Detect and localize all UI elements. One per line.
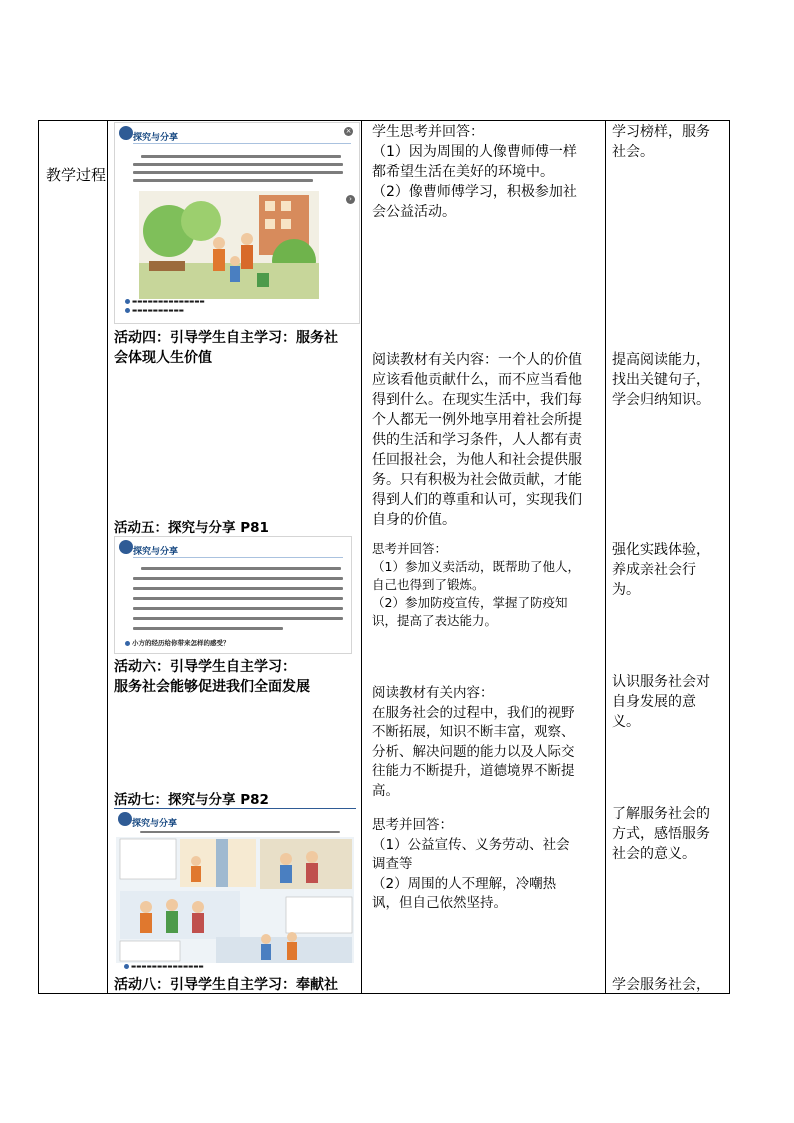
answer-text-1 [372, 122, 612, 222]
figure-title: 探究与分享 [133, 547, 179, 557]
goal-text-2 [612, 350, 727, 410]
badge-icon [119, 540, 133, 554]
text-line: 得到人们的尊重和认可，实现我们 [372, 492, 582, 508]
text-line: 找出关键句子， [612, 372, 710, 388]
column-divider [107, 121, 108, 993]
answer-text-4 [372, 684, 612, 801]
text-line: 方式，感悟服务 [612, 826, 710, 842]
text-line: 识，提高了表达能力。 [372, 613, 498, 628]
text-line [140, 831, 340, 833]
text-line: 自身的价值。 [372, 512, 456, 528]
text-line: 往能力不断提升，道德境界不断提 [372, 763, 575, 779]
text-line: 任回报社会，为他人和社会提供服 [372, 452, 582, 468]
text-line [133, 587, 343, 590]
close-icon: × [345, 127, 352, 135]
textbook-figure-3 [114, 808, 356, 975]
text-line: （2）周围的人不理解，冷嘲热 [372, 875, 557, 892]
text-line [141, 567, 341, 570]
text-line: 都希望生活在美好的环境中。 [372, 164, 554, 180]
text-line: 养成亲社会行 [612, 562, 696, 578]
figure-question: ▬▬▬▬▬▬▬▬▬▬ [125, 308, 184, 315]
text-line [133, 171, 343, 174]
text-line: 阅读教材有关内容： [372, 685, 494, 701]
text-line [141, 155, 341, 158]
text-line: （2）像曹师傅学习，积极参加社 [372, 184, 577, 200]
text-line: 自己也得到了锻炼。 [372, 577, 485, 592]
text-line: 为。 [612, 582, 640, 598]
text-line: 阅读教材有关内容：一个人的价值 [372, 352, 582, 368]
text-line: 供的生活和学习条件，人人都有责 [372, 432, 582, 448]
activity-heading-7: 活动七：探究与分享 P82 [114, 792, 269, 808]
text-line: 社会的意义。 [612, 846, 696, 862]
text-line: 自身发展的意 [612, 694, 696, 710]
text-line: 学生思考并回答： [372, 124, 484, 140]
text-line: 应该看他贡献什么，而不应当看他 [372, 372, 582, 388]
text-line: 会公益活动。 [372, 204, 456, 220]
text-line: 分析、解决问题的能力以及人际交 [372, 743, 575, 760]
goal-text-5 [612, 804, 727, 864]
text-line: （1）公益宣传、义务劳动、社会 [372, 836, 570, 853]
figure-title: 探究与分享 [133, 133, 179, 143]
text-line: 活动四：引导学生自主学习：服务社 [114, 330, 338, 346]
text-line: 社会。 [612, 144, 654, 160]
answer-text-2 [372, 350, 612, 530]
textbook-figure-1 [114, 122, 360, 324]
text-line [133, 627, 283, 630]
text-line: 服务社会能够促进我们全面发展 [114, 679, 310, 695]
answer-text-3 [372, 540, 606, 630]
text-line: 活动六：引导学生自主学习： [114, 659, 296, 675]
text-line [133, 577, 343, 580]
textbook-figure-2 [114, 536, 352, 654]
text-line: 学会归纳知识。 [612, 392, 710, 408]
text-line: 高。 [372, 782, 399, 799]
activity-heading-8: 活动八：引导学生自主学习：奉献社 [114, 977, 338, 993]
figure-rule [133, 143, 351, 144]
text-line: 在服务社会的过程中，我们的视野 [372, 704, 575, 721]
figure-title: 探究与分享 [132, 819, 178, 829]
activity-heading-6 [114, 657, 364, 697]
section-label: 教学过程 [46, 166, 107, 184]
figure-question: ▬▬▬▬▬▬▬▬▬▬▬▬▬▬ [124, 964, 204, 971]
badge-icon [118, 812, 132, 826]
text-line: （2）参加防疫宣传，掌握了防疫知 [372, 595, 568, 610]
goal-text-6: 学会服务社会， [612, 977, 710, 993]
text-line: 强化实践体验， [612, 542, 710, 558]
close-icon: › [346, 195, 355, 204]
goal-text-3 [612, 540, 727, 600]
text-line: （1）因为周围的人像曹师傅一样 [372, 144, 577, 160]
figure-question: ▬▬▬▬▬▬▬▬▬▬▬▬▬▬ [125, 299, 205, 306]
text-line [133, 179, 313, 182]
goal-text-1 [612, 122, 727, 162]
goal-text-4 [612, 672, 727, 732]
text-line: 会体现人生价值 [114, 350, 212, 366]
figure-question [125, 640, 230, 647]
text-line: 不断拓展，知识不断丰富，观察、 [372, 724, 575, 740]
activity-heading-4 [114, 328, 364, 368]
badge-icon [119, 126, 133, 140]
text-line: 调查等 [372, 856, 413, 872]
text-line: 义。 [612, 714, 640, 730]
text-line: （1）参加义卖活动，既帮助了他人， [372, 559, 580, 574]
text-line [133, 597, 343, 600]
comic-illustration-image [116, 837, 354, 963]
text-line: 个人都无一例外地享用着社会所提 [372, 412, 582, 428]
text-line: 思考并回答： [372, 541, 448, 556]
text-line: 思考并回答： [372, 817, 453, 833]
text-line: 得到什么。在现实生活中，我们每 [372, 392, 582, 408]
text-line: 了解服务社会的 [612, 806, 710, 822]
text-line [133, 163, 343, 166]
answer-text-5 [372, 816, 612, 914]
text-line: 学习榜样，服务 [612, 124, 710, 140]
activity-heading-5: 活动五：探究与分享 P81 [114, 520, 269, 536]
text-line: 认识服务社会对 [612, 674, 710, 690]
text-line: 讽，但自己依然坚持。 [372, 895, 507, 911]
text-line: 提高阅读能力， [612, 352, 710, 368]
text-line [133, 617, 343, 620]
column-divider [361, 121, 362, 993]
illustration-image [139, 191, 319, 299]
text-line: 务。只有积极为社会做贡献，才能 [372, 472, 582, 488]
text-line [133, 607, 343, 610]
question-text: 小方的经历给你带来怎样的感受？ [132, 639, 230, 647]
figure-rule [133, 557, 343, 558]
